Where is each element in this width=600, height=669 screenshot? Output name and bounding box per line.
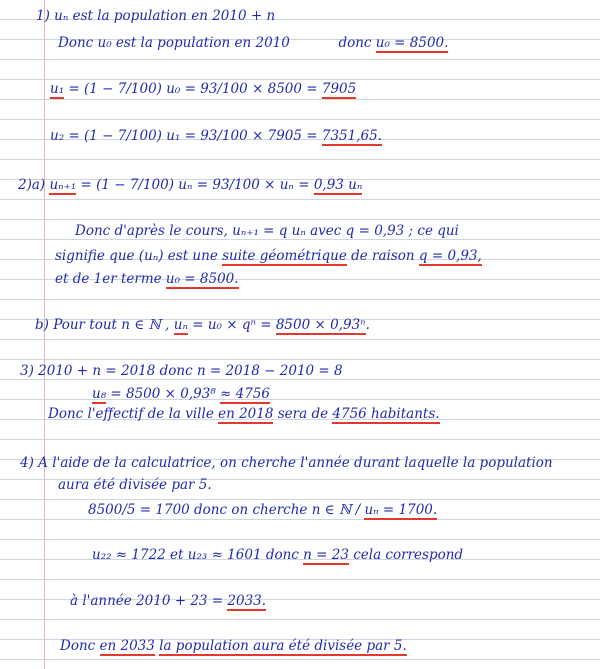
text-l16a: u₂₂ ≈ 1722 et u₂₃ ≈ 1601 donc: [92, 547, 304, 563]
text-l5c: = (1 − 7/100) uₙ = 93/100 × uₙ =: [76, 177, 314, 193]
text-l12b: en 2018: [218, 406, 274, 422]
text-l17a: à l'année 2010 + 23 =: [70, 593, 228, 609]
text-l8a: et de 1er terme: [55, 271, 166, 287]
text-l5a: 2)a): [18, 177, 50, 193]
text-l3a: u₁: [50, 81, 65, 97]
text-l9d: 8500 × 0,93ⁿ: [275, 317, 366, 333]
text-l7b: suite géométrique: [222, 248, 347, 264]
text-l10: 3) 2010 + n = 2018 donc n = 2018 − 2010 = 8: [20, 363, 343, 379]
text-l5b: uₙ₊₁: [49, 177, 77, 193]
line-3: [50, 80, 356, 98]
line-9: [35, 316, 370, 334]
line-17: [70, 592, 266, 610]
line-6: [75, 222, 459, 240]
text-l17b: 2033.: [227, 593, 267, 609]
text-l2a: Donc u₀ est la population en 2010: [58, 35, 290, 51]
line-13: [20, 454, 553, 472]
text-l11c: ≈ 4756: [220, 386, 270, 402]
text-l11b: = 8500 × 0,93⁸: [106, 386, 221, 402]
line-4: [50, 127, 382, 145]
text-l7d: q = 0,93,: [418, 248, 482, 264]
text-l2b: donc: [338, 35, 376, 51]
text-l7a: signifie que (uₙ) est une: [55, 248, 223, 264]
text-l8b: u₀ = 8500.: [165, 271, 239, 287]
text-l11a: u₈: [92, 386, 107, 402]
text-l12a: Donc l'effectif de la ville: [48, 406, 219, 422]
text-l12d: 4756 habitants.: [332, 406, 440, 422]
text-l7c: de raison: [346, 248, 419, 264]
line-12: [48, 405, 440, 423]
text-l3b: = (1 − 7/100) u₀ = 93/100 × 8500 =: [64, 81, 322, 97]
line-5: [18, 176, 362, 194]
margin-line: [44, 0, 45, 669]
text-l15b: uₙ = 1700.: [364, 502, 438, 518]
text-l14: aura été divisée par 5.: [58, 477, 212, 493]
text-l9c: = u₀ × qⁿ =: [187, 317, 276, 333]
line-18: [60, 637, 407, 655]
text-l18a: Donc: [60, 638, 100, 654]
line-10: [20, 362, 343, 380]
text-l9e: .: [365, 317, 370, 333]
line-14: [58, 476, 212, 494]
line-7: [55, 247, 482, 265]
text-l15a: 8500/5 = 1700 donc on cherche n ∈ ℕ /: [88, 502, 365, 518]
text-l6: Donc d'après le cours, uₙ₊₁ = q uₙ avec q = 0,93 ; ce qui: [75, 223, 459, 239]
text-l4a: u₂ = (1 − 7/100) u₁ = 93/100 × 7905 =: [50, 128, 322, 144]
text-l18b: en 2033: [99, 638, 155, 654]
text-l2c: u₀ = 8500.: [375, 35, 449, 51]
text-l16c: cela correspond: [348, 547, 464, 563]
line-11: [92, 385, 270, 403]
text-l1: 1) uₙ est la population en 2010 + n: [36, 8, 276, 24]
text-l4b: 7351,65.: [321, 128, 382, 144]
text-l12c: sera de: [273, 406, 333, 422]
text-l9b: uₙ: [173, 317, 188, 333]
line-15: [88, 501, 437, 519]
text-l9a: b) Pour tout n ∈ ℕ ,: [35, 317, 174, 333]
text-l3c: 7905: [321, 81, 357, 97]
text-l18d: la population aura été divisée par 5.: [159, 638, 407, 654]
text-l13: 4) A l'aide de la calculatrice, on cherche l'année durant laquelle la population: [20, 455, 553, 471]
text-l16b: n = 23: [303, 547, 349, 563]
line-16: [92, 546, 463, 564]
line-8: [55, 270, 239, 288]
line-1: [36, 7, 275, 25]
text-l5d: 0,93 uₙ: [313, 177, 363, 193]
line-2: [58, 34, 448, 52]
